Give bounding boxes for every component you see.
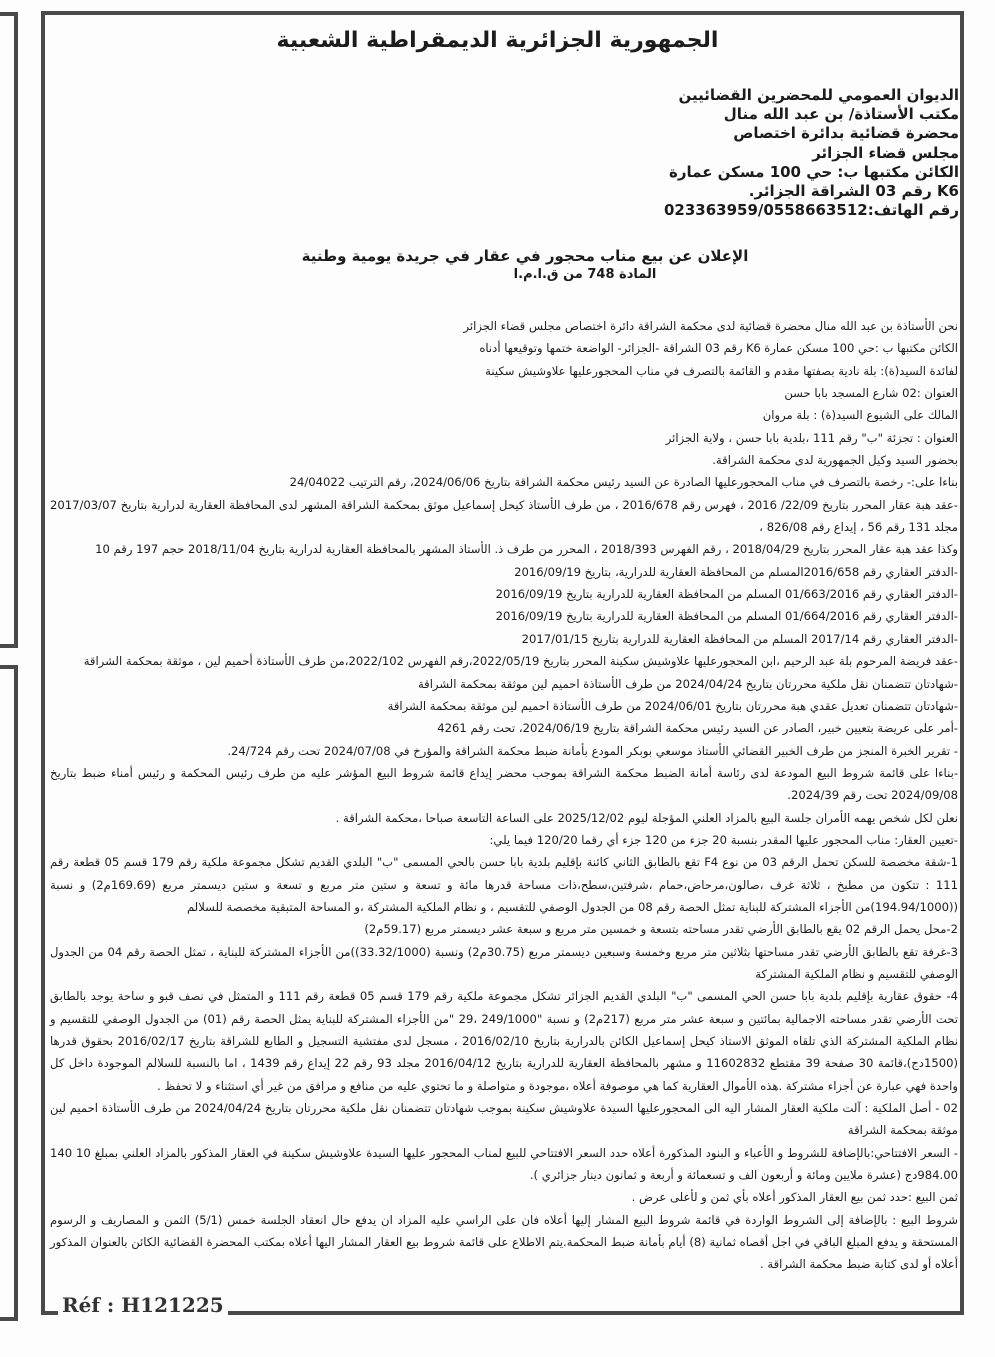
bailiff-office-block — [663, 86, 959, 220]
basis-item: وكذا عقد هبة عقار المحرر بتاريخ 2018/04/29 ، رقم الفهرس 2018/393 ، المحرر من طرف ذ. الأستاذ المشهر بالمحافظة العقارية لدرارية بتاريخ 2018/11/04 حجم 197 رقم 10 — [95, 542, 958, 557]
intro-line: الكائن مكتبها ب :حي 100 مسكن عمارة K6 رقم 03 الشراقة -الجزائر- الواضعة ختمها وتوقيعها أدناه — [479, 341, 958, 356]
basis-item: -شهادتان تتضمنان تعديل عقدي هبة محررتان بتاريخ 2024/06/01 من طرف الأستاذة احميم لين موثقة بمحكمة الشراقة — [387, 698, 958, 713]
property-item: 3-غرفة تقع بالطابق الأرضي تقدر مساحتها بثلاثين متر مربع وخمسة وسبعين ديسمتر مربع (30.75م2) ونسبة (33.32/1000))من الأجزاء المشتركة للبناية ، تمثل الحصة رقم 04 من الجدول الوصفي للتقسيم و نظام الملكية المشتركة — [50, 944, 958, 981]
basis-item: -الدفتر العقاري رقم 2017/14 المسلم من المحافظة العقارية للدرارية بتاريخ 2017/01/15 — [521, 631, 958, 646]
office-phone: رقم الهاتف:023363959/0558663512 — [663, 201, 959, 220]
adjacent-ad-frame-top — [0, 12, 18, 648]
intro-line: نحن الأستاذة بن عبد الله منال محضرة قضائية لدى محكمة الشراقة دائرة اختصاص مجلس قضاء الجزائر — [463, 319, 958, 333]
basis-item: بناءا على:- رخصة بالتصرف في مناب المحجورعليها الصادرة عن السيد رئيس محكمة الشراقة بتاريخ 2024/06/06، رقم الترتيب 24/04022 — [289, 475, 958, 490]
announcement-heading — [300, 246, 750, 284]
office-line: الديوان العمومي للمحضرين القضائيين — [678, 86, 959, 104]
basis-item: -الدفتر العقاري رقم 01/664/2016 المسلم من المحافظة العقارية للدرارية بتاريخ 2016/09/19 — [495, 609, 958, 624]
adjacent-ad-frame-bottom — [0, 665, 18, 1321]
basis-item: -الدفتر العقاري رقم 2016/658المسلم من المحافظة العقارية للدرارية، بتاريخ 2016/09/19 — [514, 564, 958, 579]
opening-price: - السعر الافتتاحي:بالإضافة للشروط و الأعباء و البنود المذكورة أعلاه حدد السعر الافتتاحي للبيع لمناب المحجور عليها السيدة علاوشيش سكينة في العقار المذكور بالمزاد العلني بمبلغ 10 140 984.00دج (عشرة ملايين ومائة و أربعون الف و تسعمائة و أربعة و ثمانون دينار جزائري ). — [50, 1145, 958, 1183]
basis-item: -الدفتر العقاري رقم 01/663/2016 المسلم من المحافظة العقارية للدرارية بتاريخ 2016/09/19 — [495, 587, 958, 602]
office-line: مكتب الأستاذة/ بن عبد الله منال — [723, 105, 959, 124]
basis-item: -عقد فريضة المرحوم بلة عبد الرحيم ،ابن المحجورعليها علاوشيش سكينة المحرر بتاريخ 2022/05/19،رقم الفهرس 2022/102،من طرف الأستاذة أحميم لين ، موثقة بمحكمة الشراقة — [83, 654, 958, 669]
announcement-body — [50, 315, 958, 1276]
sale-conditions: شروط البيع : بالإضافة إلى الشروط الواردة في قائمة شروط البيع المشار إليها أعلاه فان على الراسي عليه المزاد ان يدفع حال انعقاد الجلسة خمس (5/1) الثمن و المصاريف و الرسوم المستحقة و يدفع المبلغ الباقي في اجل أقصاه ثمانية (8) أيام بأمانة ضبط المحكمة.يتم الاطلاع على قائمة شروط بيع العقار المشار اليها أعلاه بمكتب المحضرة القضائية الكائن بالعنوان المذكور أعلاه أو لدى كتابة ضبط محكمة الشراقة . — [50, 1212, 958, 1272]
property-designation: -تعيين العقار: مناب المحجور عليها المقدر بنسبة 20 جزء من 120 جزء أي رقما 120/20 فيما يلي: — [489, 832, 958, 847]
announcement-article: المادة 748 من ق.ا.م.ا — [513, 267, 657, 282]
republic-heading: الجمهورية الجزائرية الديمقراطية الشعبية — [276, 28, 719, 53]
intro-line: المالك على الشيوع السيد(ة) : بلة مروان — [762, 408, 958, 423]
property-item: 2-محل يحمل الرقم 02 يقع بالطابق الأرضي تقدر مساحته بتسعة و خمسين متر مربع و سبعة عشر ديسمتر مربع (59.17م2) — [364, 922, 958, 937]
intro-line: لفائدة السيد(ة): بلة نادية بصفتها مقدم و القائمة بالتصرف في مناب المحجورعليها علاوشيش سكينة — [485, 363, 958, 378]
office-line: K6 رقم 03 الشراقة الجزائر. — [748, 182, 959, 201]
basis-item: - تقرير الخبرة المنجز من طرف الخبير القضائي الأستاذ موسعي بوبكر المودع بأمانة ضبط محكمة الشراقة والمؤرخ في 2024/07/08 تحت رقم 24/724. — [227, 743, 958, 758]
basis-item: -عقد هبة عقار المحرر بتاريخ 22/09/ 2016 ، فهرس رقم 2016/678 ، من طرف الأستاذ كيحل إسماعيل موثق بمحكمة الشراقة المشهر لدى المحافظة العقارية لدرارية بتاريخ 2017/03/07 مجلد 131 رقم 56 ، إيداع رقم 826/08 ، — [50, 497, 958, 535]
announcement-title: الإعلان عن بيع مناب محجور في عقار في جريدة يومية وطنية — [301, 247, 749, 265]
reference-code: Réf : H121225 — [58, 1293, 228, 1317]
intro-line: بحضور السيد وكيل الجمهورية لدى محكمة الشراقة. — [712, 453, 958, 468]
basis-item: -أمر على عريضة بتعيين خبير، الصادر عن السيد رئيس محكمة الشراقة بتاريخ 2024/06/19، تحت رقم 4261 — [437, 721, 958, 736]
sale-price: ثمن البيع :حدد ثمن بيع العقار المذكور أعلاه بأي ثمن و لأعلى عرض . — [631, 1190, 958, 1205]
office-line: مجلس قضاء الجزائر — [812, 143, 959, 162]
property-item: 4- حقوق عقارية بإقليم بلدية بابا حسن الحي المسمى "ب" البلدي القديم الجزائر تشكل مجموعة ملكية رقم 179 قسم 05 قطعة رقم 111 و المتمثل في نصف قبو و ساحة يوجد بالطابق تحت الأرضي تقدر مساحته الاجمالية بمائتين و سبعة عشر متر مربع (217م2) و نسبة "249/1000 ،29 "من الأجزاء المشتركة للبناية يمثل الحصة رقم (01) من الجدول الوصفي للتقسيم و نظام الملكية المشتركة الذي تلقاه الموثق الاستاذ كيحل إسماعيل الكائن بالدرارية بتاريخ 2016/02/10 ، مسجل لدى مفتشية التسجيل و الطابع للشراقة بتاريخ 2016/02/17 بحقوق قدرها (1500دج)،قائمة 30 صفحة 39 مقتطع 11602832 و مشهر بالمحافظة العقارية للدرارية بتاريخ 2016/04/12 مجلد 93 رقم 22 إيداع رقم 1439 ، اما بالنسبة للسلالم الموجودة داخل كل واحدة فهي عبارة عن أجزاء مشتركة .هذه الأموال العقارية كما هي موصوفة أعلاه ،موجودة و متواصلة و ما تحتوي عليه من منافع و مرافق من غير أي استثناء و لا تحفظ . — [50, 989, 958, 1093]
intro-line: العنوان : تجزئة "ب" رقم 111 ،بلدية بابا حسن ، ولاية الجزائر — [665, 430, 958, 445]
ownership-origin: 02 - أصل الملكية : آلت ملكية العقار المشار اليه الى المحجورعليها السيدة علاوشيش سكينة بموجب شهادتان تتضمنان نقل ملكية محررتان بتاريخ 2024/04/24 من طرف الأستاذة احميم لين موثقة بمحكمة الشراقة — [50, 1101, 958, 1138]
basis-item: -بناءا على قائمة شروط البيع المودعة لدى رئاسة أمانة الضبط محكمة الشراقة بموجب محضر إيداع قائمة شروط البيع المؤشر عليه من طرف رئيس المحكمة و رئيس أمناء ضبط بتاريخ 2024/09/08 تحت رقم 2024/39. — [50, 765, 958, 803]
property-item: 1-شقة مخصصة للسكن تحمل الرقم 03 من نوع F4 تقع بالطابق الثاني كائنة بإقليم بلدية بابا حسن بالحي المسمى "ب" البلدي القديم تشكل مجموعة ملكية رقم 179 قسم 05 قطعة رقم 111 : تتكون من مطبخ ، ثلاثة غرف ،صالون،مرحاض،حمام ،شرفتين،سطح،ذات مساحة قدرها مائة و تسعة و ستين متر مربع و تسعة و ستين ديسمتر مربع (169.69م2) و نسبة ((194.94/1000)من الأجزاء المشتركة للبناية تمثل الحصة رقم 08 من الجدول الوصفي للتقسيم ، و نظام الملكية المشتركة ،و المساحة المتبقية مخصصة للسلالم — [50, 855, 959, 914]
basis-item: -شهادتان تتضمنان نقل ملكية محررتان بتاريخ 2024/04/24 من طرف الأستاذة احميم لين موثقة بمحكمة الشراقة — [417, 676, 958, 691]
office-line: محضرة قضائية بدائرة اختصاص — [733, 124, 959, 143]
office-line: الكائن مكتبها ب: حي 100 مسكن عمارة — [669, 162, 959, 181]
intro-line: العنوان :02 شارع المسجد بابا حسن — [784, 386, 958, 401]
auction-notice: نعلن لكل شخص يهمه الأمران جلسة البيع بالمزاد العلني المؤجلة ليوم 2025/12/02 على الساعة التاسعة صباحا ،محكمة الشراقة . — [335, 810, 958, 825]
